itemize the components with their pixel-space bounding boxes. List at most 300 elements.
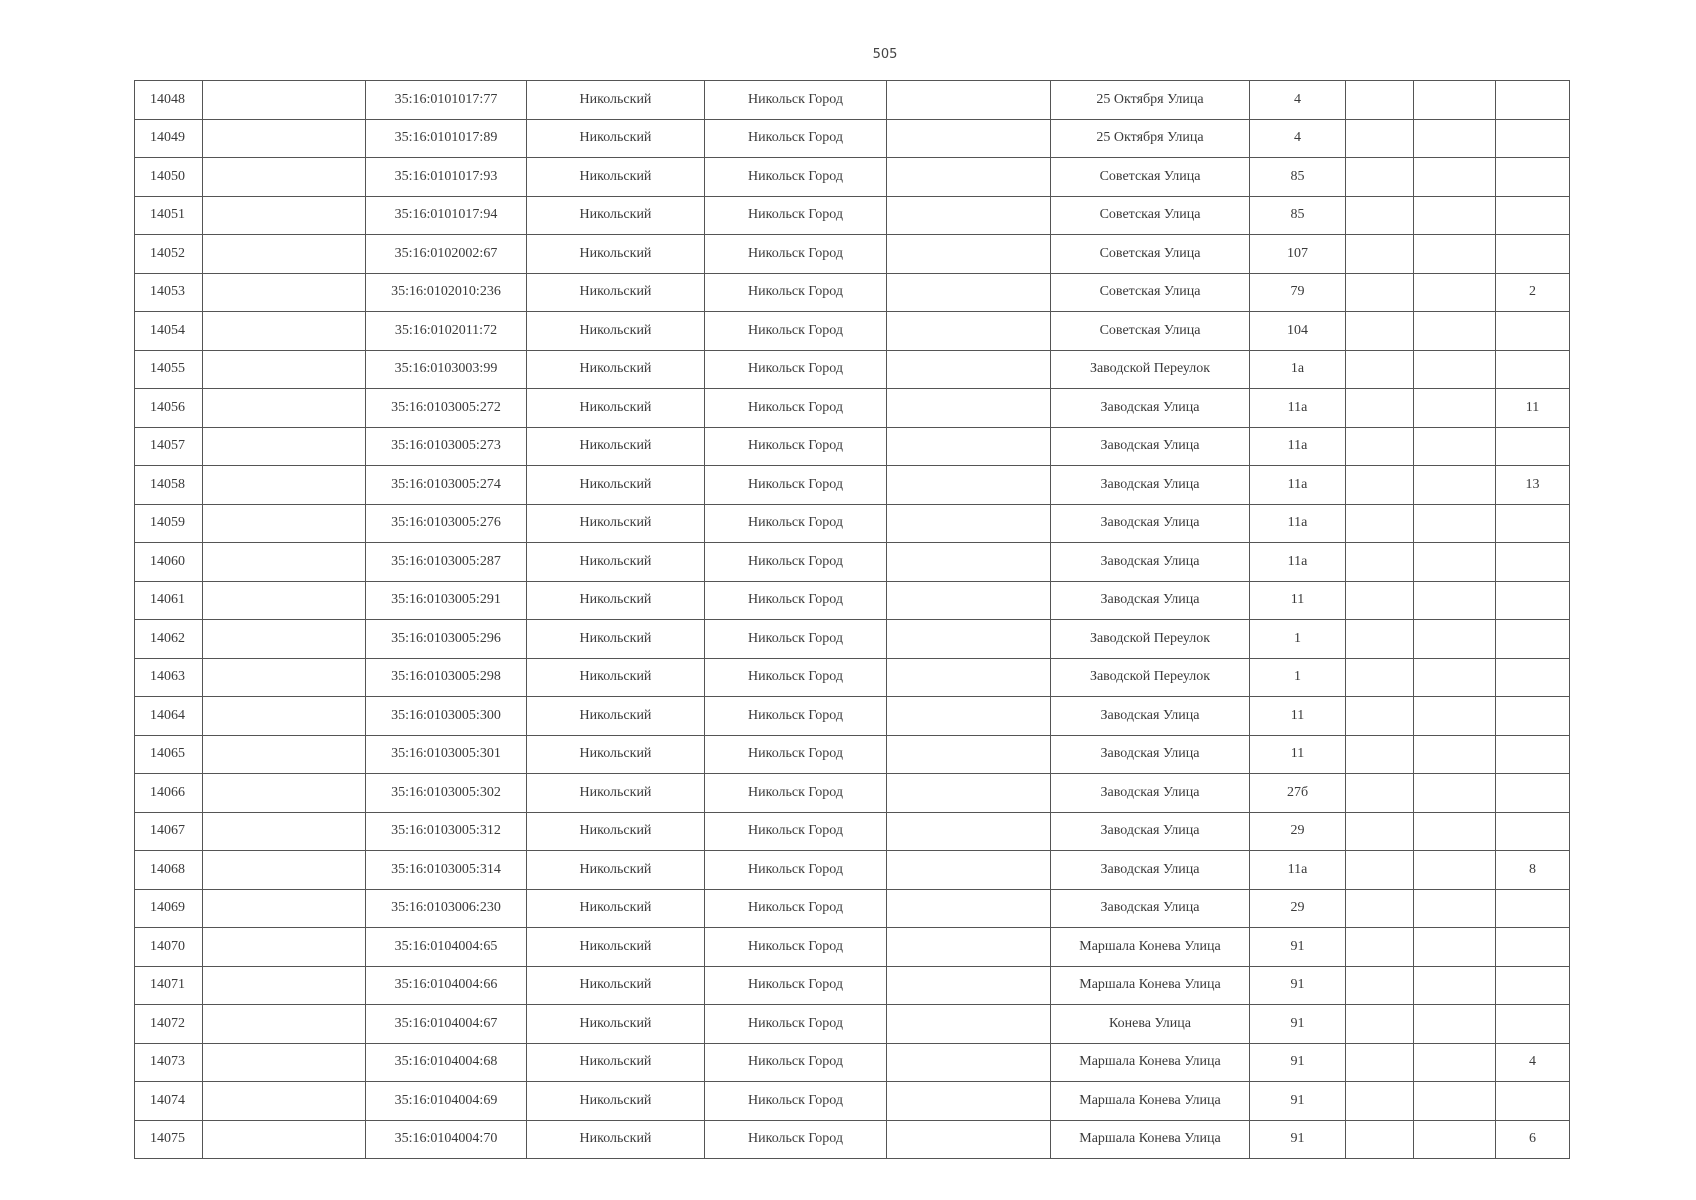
blank-cell — [887, 235, 1051, 274]
blank-cell — [887, 812, 1051, 851]
blank-cell — [203, 581, 366, 620]
cadastral-number-cell: 35:16:0104004:70 — [366, 1120, 527, 1159]
blank-cell — [1414, 504, 1496, 543]
street-cell: Заводская Улица — [1051, 774, 1250, 813]
apartment-cell — [1496, 81, 1570, 120]
blank-cell — [203, 466, 366, 505]
house-number-cell: 91 — [1250, 1005, 1346, 1044]
street-cell: Заводская Улица — [1051, 543, 1250, 582]
district-cell: Никольский — [527, 427, 705, 466]
blank-cell — [1414, 466, 1496, 505]
street-cell: Заводской Переулок — [1051, 350, 1250, 389]
house-number-cell: 11 — [1250, 735, 1346, 774]
record-number-cell: 14073 — [135, 1043, 203, 1082]
cadastral-number-cell: 35:16:0104004:66 — [366, 966, 527, 1005]
district-cell: Никольский — [527, 196, 705, 235]
house-number-cell: 91 — [1250, 1120, 1346, 1159]
settlement-cell: Никольск Город — [705, 1005, 887, 1044]
blank-cell — [203, 81, 366, 120]
apartment-cell — [1496, 889, 1570, 928]
blank-cell — [203, 966, 366, 1005]
apartment-cell: 11 — [1496, 389, 1570, 428]
blank-cell — [1346, 196, 1414, 235]
blank-cell — [1346, 658, 1414, 697]
district-cell: Никольский — [527, 620, 705, 659]
district-cell: Никольский — [527, 273, 705, 312]
cadastral-number-cell: 35:16:0103005:314 — [366, 851, 527, 890]
street-cell: 25 Октября Улица — [1051, 119, 1250, 158]
blank-cell — [887, 1082, 1051, 1121]
blank-cell — [1414, 620, 1496, 659]
street-cell: Маршала Конева Улица — [1051, 1043, 1250, 1082]
cadastral-number-cell: 35:16:0104004:68 — [366, 1043, 527, 1082]
house-number-cell: 1 — [1250, 620, 1346, 659]
cadastral-number-cell: 35:16:0102002:67 — [366, 235, 527, 274]
record-number-cell: 14065 — [135, 735, 203, 774]
apartment-cell — [1496, 966, 1570, 1005]
blank-cell — [1346, 119, 1414, 158]
table-row — [135, 389, 1570, 428]
settlement-cell: Никольск Город — [705, 774, 887, 813]
blank-cell — [887, 774, 1051, 813]
blank-cell — [1346, 1005, 1414, 1044]
cadastral-number-cell: 35:16:0103005:287 — [366, 543, 527, 582]
blank-cell — [1414, 889, 1496, 928]
blank-cell — [887, 889, 1051, 928]
street-cell: Заводская Улица — [1051, 851, 1250, 890]
blank-cell — [887, 427, 1051, 466]
settlement-cell: Никольск Город — [705, 658, 887, 697]
blank-cell — [203, 658, 366, 697]
blank-cell — [203, 697, 366, 736]
house-number-cell: 11 — [1250, 581, 1346, 620]
apartment-cell — [1496, 158, 1570, 197]
settlement-cell: Никольск Город — [705, 273, 887, 312]
district-cell: Никольский — [527, 81, 705, 120]
district-cell: Никольский — [527, 581, 705, 620]
record-number-cell: 14072 — [135, 1005, 203, 1044]
blank-cell — [887, 81, 1051, 120]
apartment-cell — [1496, 735, 1570, 774]
record-number-cell: 14066 — [135, 774, 203, 813]
table-row — [135, 735, 1570, 774]
blank-cell — [1346, 350, 1414, 389]
street-cell: Маршала Конева Улица — [1051, 928, 1250, 967]
blank-cell — [887, 658, 1051, 697]
record-number-cell: 14050 — [135, 158, 203, 197]
record-number-cell: 14068 — [135, 851, 203, 890]
blank-cell — [1346, 427, 1414, 466]
settlement-cell: Никольск Город — [705, 158, 887, 197]
house-number-cell: 11а — [1250, 504, 1346, 543]
table-row — [135, 196, 1570, 235]
apartment-cell — [1496, 658, 1570, 697]
table-row — [135, 235, 1570, 274]
apartment-cell — [1496, 312, 1570, 351]
apartment-cell: 8 — [1496, 851, 1570, 890]
district-cell: Никольский — [527, 928, 705, 967]
blank-cell — [203, 774, 366, 813]
settlement-cell: Никольск Город — [705, 466, 887, 505]
blank-cell — [887, 697, 1051, 736]
record-number-cell: 14056 — [135, 389, 203, 428]
house-number-cell: 11а — [1250, 389, 1346, 428]
table-row — [135, 119, 1570, 158]
settlement-cell: Никольск Город — [705, 389, 887, 428]
table-row — [135, 312, 1570, 351]
house-number-cell: 11а — [1250, 543, 1346, 582]
apartment-cell: 4 — [1496, 1043, 1570, 1082]
record-number-cell: 14060 — [135, 543, 203, 582]
apartment-cell — [1496, 235, 1570, 274]
blank-cell — [1346, 774, 1414, 813]
record-number-cell: 14070 — [135, 928, 203, 967]
blank-cell — [1414, 350, 1496, 389]
settlement-cell: Никольск Город — [705, 1120, 887, 1159]
cadastral-number-cell: 35:16:0103005:274 — [366, 466, 527, 505]
district-cell: Никольский — [527, 543, 705, 582]
blank-cell — [887, 504, 1051, 543]
house-number-cell: 85 — [1250, 196, 1346, 235]
cadastral-number-cell: 35:16:0101017:94 — [366, 196, 527, 235]
house-number-cell: 11а — [1250, 851, 1346, 890]
table-row — [135, 81, 1570, 120]
house-number-cell: 4 — [1250, 81, 1346, 120]
district-cell: Никольский — [527, 1005, 705, 1044]
district-cell: Никольский — [527, 350, 705, 389]
blank-cell — [887, 312, 1051, 351]
record-number-cell: 14058 — [135, 466, 203, 505]
house-number-cell: 91 — [1250, 928, 1346, 967]
district-cell: Никольский — [527, 504, 705, 543]
blank-cell — [1414, 1043, 1496, 1082]
blank-cell — [887, 543, 1051, 582]
settlement-cell: Никольск Город — [705, 235, 887, 274]
blank-cell — [203, 928, 366, 967]
blank-cell — [1346, 812, 1414, 851]
record-number-cell: 14069 — [135, 889, 203, 928]
street-cell: Заводская Улица — [1051, 889, 1250, 928]
cadastral-number-cell: 35:16:0103005:272 — [366, 389, 527, 428]
blank-cell — [887, 851, 1051, 890]
blank-cell — [203, 735, 366, 774]
cadastral-number-cell: 35:16:0103005:291 — [366, 581, 527, 620]
blank-cell — [1414, 81, 1496, 120]
street-cell: Заводской Переулок — [1051, 658, 1250, 697]
table-row — [135, 581, 1570, 620]
house-number-cell: 91 — [1250, 1082, 1346, 1121]
apartment-cell — [1496, 928, 1570, 967]
cadastral-number-cell: 35:16:0103005:276 — [366, 504, 527, 543]
blank-cell — [887, 158, 1051, 197]
blank-cell — [1346, 312, 1414, 351]
blank-cell — [203, 119, 366, 158]
table-row — [135, 697, 1570, 736]
street-cell: Маршала Конева Улица — [1051, 1082, 1250, 1121]
cadastral-number-cell: 35:16:0103005:301 — [366, 735, 527, 774]
blank-cell — [203, 1082, 366, 1121]
settlement-cell: Никольск Город — [705, 119, 887, 158]
district-cell: Никольский — [527, 312, 705, 351]
street-cell: Заводская Улица — [1051, 389, 1250, 428]
blank-cell — [203, 1005, 366, 1044]
blank-cell — [1414, 812, 1496, 851]
record-number-cell: 14049 — [135, 119, 203, 158]
blank-cell — [1346, 81, 1414, 120]
settlement-cell: Никольск Город — [705, 543, 887, 582]
blank-cell — [887, 620, 1051, 659]
apartment-cell: 6 — [1496, 1120, 1570, 1159]
blank-cell — [1346, 620, 1414, 659]
blank-cell — [1346, 1043, 1414, 1082]
street-cell: 25 Октября Улица — [1051, 81, 1250, 120]
street-cell: Конева Улица — [1051, 1005, 1250, 1044]
district-cell: Никольский — [527, 658, 705, 697]
cadastral-number-cell: 35:16:0103006:230 — [366, 889, 527, 928]
cadastral-number-cell: 35:16:0103005:302 — [366, 774, 527, 813]
blank-cell — [1414, 1120, 1496, 1159]
registry-table — [134, 80, 1570, 1159]
street-cell: Заводская Улица — [1051, 812, 1250, 851]
district-cell: Никольский — [527, 851, 705, 890]
table-row — [135, 658, 1570, 697]
page-number: 505 — [872, 47, 898, 62]
blank-cell — [1414, 427, 1496, 466]
cadastral-number-cell: 35:16:0103005:312 — [366, 812, 527, 851]
blank-cell — [887, 1043, 1051, 1082]
blank-cell — [1346, 1082, 1414, 1121]
house-number-cell: 11 — [1250, 697, 1346, 736]
blank-cell — [887, 119, 1051, 158]
table-row — [135, 466, 1570, 505]
cadastral-number-cell: 35:16:0101017:77 — [366, 81, 527, 120]
blank-cell — [203, 851, 366, 890]
street-cell: Советская Улица — [1051, 158, 1250, 197]
district-cell: Никольский — [527, 1120, 705, 1159]
district-cell: Никольский — [527, 389, 705, 428]
district-cell: Никольский — [527, 119, 705, 158]
apartment-cell — [1496, 581, 1570, 620]
cadastral-number-cell: 35:16:0104004:67 — [366, 1005, 527, 1044]
house-number-cell: 11а — [1250, 466, 1346, 505]
blank-cell — [887, 1005, 1051, 1044]
cadastral-number-cell: 35:16:0101017:93 — [366, 158, 527, 197]
district-cell: Никольский — [527, 1082, 705, 1121]
apartment-cell — [1496, 812, 1570, 851]
blank-cell — [1346, 581, 1414, 620]
settlement-cell: Никольск Город — [705, 966, 887, 1005]
table-row — [135, 1082, 1570, 1121]
street-cell: Маршала Конева Улица — [1051, 966, 1250, 1005]
apartment-cell — [1496, 119, 1570, 158]
blank-cell — [1414, 119, 1496, 158]
blank-cell — [1346, 273, 1414, 312]
registry-body — [135, 81, 1570, 1159]
district-cell: Никольский — [527, 889, 705, 928]
table-row — [135, 620, 1570, 659]
blank-cell — [1346, 851, 1414, 890]
blank-cell — [1414, 581, 1496, 620]
house-number-cell: 27б — [1250, 774, 1346, 813]
blank-cell — [887, 1120, 1051, 1159]
record-number-cell: 14067 — [135, 812, 203, 851]
settlement-cell: Никольск Город — [705, 620, 887, 659]
table-row — [135, 851, 1570, 890]
street-cell: Заводская Улица — [1051, 504, 1250, 543]
house-number-cell: 4 — [1250, 119, 1346, 158]
district-cell: Никольский — [527, 1043, 705, 1082]
blank-cell — [203, 158, 366, 197]
settlement-cell: Никольск Город — [705, 812, 887, 851]
blank-cell — [887, 928, 1051, 967]
table-row — [135, 774, 1570, 813]
blank-cell — [203, 543, 366, 582]
blank-cell — [203, 1120, 366, 1159]
record-number-cell: 14059 — [135, 504, 203, 543]
blank-cell — [1346, 889, 1414, 928]
cadastral-number-cell: 35:16:0103005:296 — [366, 620, 527, 659]
street-cell: Заводская Улица — [1051, 466, 1250, 505]
apartment-cell — [1496, 427, 1570, 466]
blank-cell — [203, 1043, 366, 1082]
table-row — [135, 504, 1570, 543]
blank-cell — [887, 581, 1051, 620]
blank-cell — [887, 273, 1051, 312]
cadastral-number-cell: 35:16:0102011:72 — [366, 312, 527, 351]
table-row — [135, 1043, 1570, 1082]
blank-cell — [203, 312, 366, 351]
blank-cell — [887, 350, 1051, 389]
cadastral-number-cell: 35:16:0103005:300 — [366, 697, 527, 736]
record-number-cell: 14052 — [135, 235, 203, 274]
apartment-cell — [1496, 504, 1570, 543]
blank-cell — [203, 889, 366, 928]
blank-cell — [1414, 158, 1496, 197]
table-row — [135, 812, 1570, 851]
street-cell: Заводской Переулок — [1051, 620, 1250, 659]
blank-cell — [887, 389, 1051, 428]
district-cell: Никольский — [527, 812, 705, 851]
blank-cell — [1346, 928, 1414, 967]
settlement-cell: Никольск Город — [705, 889, 887, 928]
apartment-cell — [1496, 543, 1570, 582]
blank-cell — [1346, 235, 1414, 274]
street-cell: Маршала Конева Улица — [1051, 1120, 1250, 1159]
cadastral-number-cell: 35:16:0103005:273 — [366, 427, 527, 466]
blank-cell — [1414, 235, 1496, 274]
settlement-cell: Никольск Город — [705, 312, 887, 351]
blank-cell — [203, 389, 366, 428]
blank-cell — [203, 350, 366, 389]
district-cell: Никольский — [527, 235, 705, 274]
apartment-cell — [1496, 774, 1570, 813]
settlement-cell: Никольск Город — [705, 735, 887, 774]
apartment-cell — [1496, 620, 1570, 659]
blank-cell — [1346, 1120, 1414, 1159]
record-number-cell: 14051 — [135, 196, 203, 235]
blank-cell — [1346, 543, 1414, 582]
street-cell: Заводская Улица — [1051, 427, 1250, 466]
street-cell: Советская Улица — [1051, 196, 1250, 235]
apartment-cell: 13 — [1496, 466, 1570, 505]
blank-cell — [1346, 697, 1414, 736]
street-cell: Заводская Улица — [1051, 581, 1250, 620]
house-number-cell: 107 — [1250, 235, 1346, 274]
record-number-cell: 14075 — [135, 1120, 203, 1159]
cadastral-number-cell: 35:16:0102010:236 — [366, 273, 527, 312]
record-number-cell: 14062 — [135, 620, 203, 659]
settlement-cell: Никольск Город — [705, 928, 887, 967]
blank-cell — [1414, 697, 1496, 736]
blank-cell — [1346, 735, 1414, 774]
record-number-cell: 14055 — [135, 350, 203, 389]
house-number-cell: 29 — [1250, 889, 1346, 928]
record-number-cell: 14054 — [135, 312, 203, 351]
blank-cell — [1414, 735, 1496, 774]
cadastral-number-cell: 35:16:0101017:89 — [366, 119, 527, 158]
table-row — [135, 928, 1570, 967]
cadastral-number-cell: 35:16:0104004:65 — [366, 928, 527, 967]
blank-cell — [203, 196, 366, 235]
cadastral-number-cell: 35:16:0103003:99 — [366, 350, 527, 389]
blank-cell — [1346, 966, 1414, 1005]
district-cell: Никольский — [527, 735, 705, 774]
record-number-cell: 14071 — [135, 966, 203, 1005]
blank-cell — [203, 235, 366, 274]
blank-cell — [1346, 466, 1414, 505]
table-row — [135, 158, 1570, 197]
table-row — [135, 1005, 1570, 1044]
street-cell: Советская Улица — [1051, 235, 1250, 274]
district-cell: Никольский — [527, 697, 705, 736]
blank-cell — [203, 812, 366, 851]
apartment-cell — [1496, 1082, 1570, 1121]
blank-cell — [1346, 389, 1414, 428]
blank-cell — [1346, 158, 1414, 197]
blank-cell — [1414, 928, 1496, 967]
settlement-cell: Никольск Город — [705, 427, 887, 466]
district-cell: Никольский — [527, 774, 705, 813]
table-row — [135, 1120, 1570, 1159]
cadastral-number-cell: 35:16:0104004:69 — [366, 1082, 527, 1121]
table-row — [135, 889, 1570, 928]
table-row — [135, 427, 1570, 466]
blank-cell — [1414, 851, 1496, 890]
settlement-cell: Никольск Город — [705, 851, 887, 890]
house-number-cell: 85 — [1250, 158, 1346, 197]
blank-cell — [887, 966, 1051, 1005]
street-cell: Советская Улица — [1051, 312, 1250, 351]
house-number-cell: 79 — [1250, 273, 1346, 312]
blank-cell — [1414, 389, 1496, 428]
house-number-cell: 1 — [1250, 658, 1346, 697]
blank-cell — [203, 504, 366, 543]
street-cell: Заводская Улица — [1051, 697, 1250, 736]
district-cell: Никольский — [527, 158, 705, 197]
table-row — [135, 543, 1570, 582]
apartment-cell — [1496, 350, 1570, 389]
record-number-cell: 14048 — [135, 81, 203, 120]
house-number-cell: 104 — [1250, 312, 1346, 351]
settlement-cell: Никольск Город — [705, 504, 887, 543]
blank-cell — [887, 466, 1051, 505]
blank-cell — [887, 196, 1051, 235]
blank-cell — [203, 620, 366, 659]
house-number-cell: 11а — [1250, 427, 1346, 466]
blank-cell — [1414, 774, 1496, 813]
table-row — [135, 350, 1570, 389]
record-number-cell: 14057 — [135, 427, 203, 466]
